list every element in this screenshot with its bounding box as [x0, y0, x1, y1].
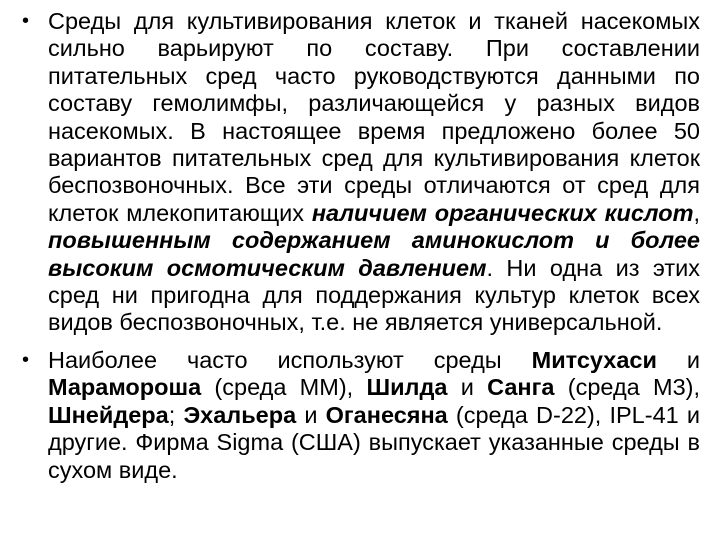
medium-name-sang: Санга: [487, 374, 555, 401]
medium-name-schneider: Шнейдера: [48, 401, 169, 428]
medium-name-shields: Шилда: [366, 374, 448, 401]
medium-name-maramorosch: Марамороша: [48, 374, 202, 401]
medium-name-mitsuhashi: Митсухаси: [531, 346, 657, 373]
bullet-dot-icon: •: [22, 10, 30, 32]
text-segment: и: [656, 346, 700, 373]
text-segment: ;: [168, 401, 184, 428]
bullet-list: [22, 8, 700, 484]
emphasis-amino-acids-osmotic: повышенным содержанием аминокислот и более высоким осмотическим давлением: [48, 227, 700, 281]
bullet-item-insect-media: [22, 8, 700, 337]
text-segment: и: [296, 401, 326, 428]
text-segment: . Ни одна из этих сред ни пригодна для поддержания культур клеток всех видов беспозвоночных, т.е. не является универсальной.: [48, 254, 700, 336]
text-segment: и: [447, 374, 488, 401]
text-segment: Наиболее часто используют среды: [48, 346, 532, 373]
text-segment: Среды для культивирования клеток и тканей насекомых сильно варьируют по составу. При составлении питательных сред часто руководствуются данными по составу гемолимфы, различающейся у разных видов насекомых. В настоящее время предложено более 50 вариантов питательных сред для культивирования клеток беспозвоночных. Все эти среды отличаются от сред для клеток млекопитающих: [48, 8, 700, 226]
emphasis-organic-acids: наличием органических кислот: [311, 199, 694, 226]
text-segment: (среда М3),: [554, 374, 701, 401]
bullet-dot-icon: •: [22, 348, 30, 371]
text-segment: (среда ММ),: [201, 374, 367, 401]
medium-name-echalier: Эхальера: [183, 401, 297, 428]
bullet-item-common-media: [22, 347, 700, 484]
text-segment: ,: [693, 199, 700, 226]
medium-name-oganesyan: Оганесяна: [325, 401, 448, 428]
text-segment: (среда D-22), IPL-41 и другие. Фирма Sigma (США) выпускает указанные среды в сухом виде.: [48, 401, 700, 483]
